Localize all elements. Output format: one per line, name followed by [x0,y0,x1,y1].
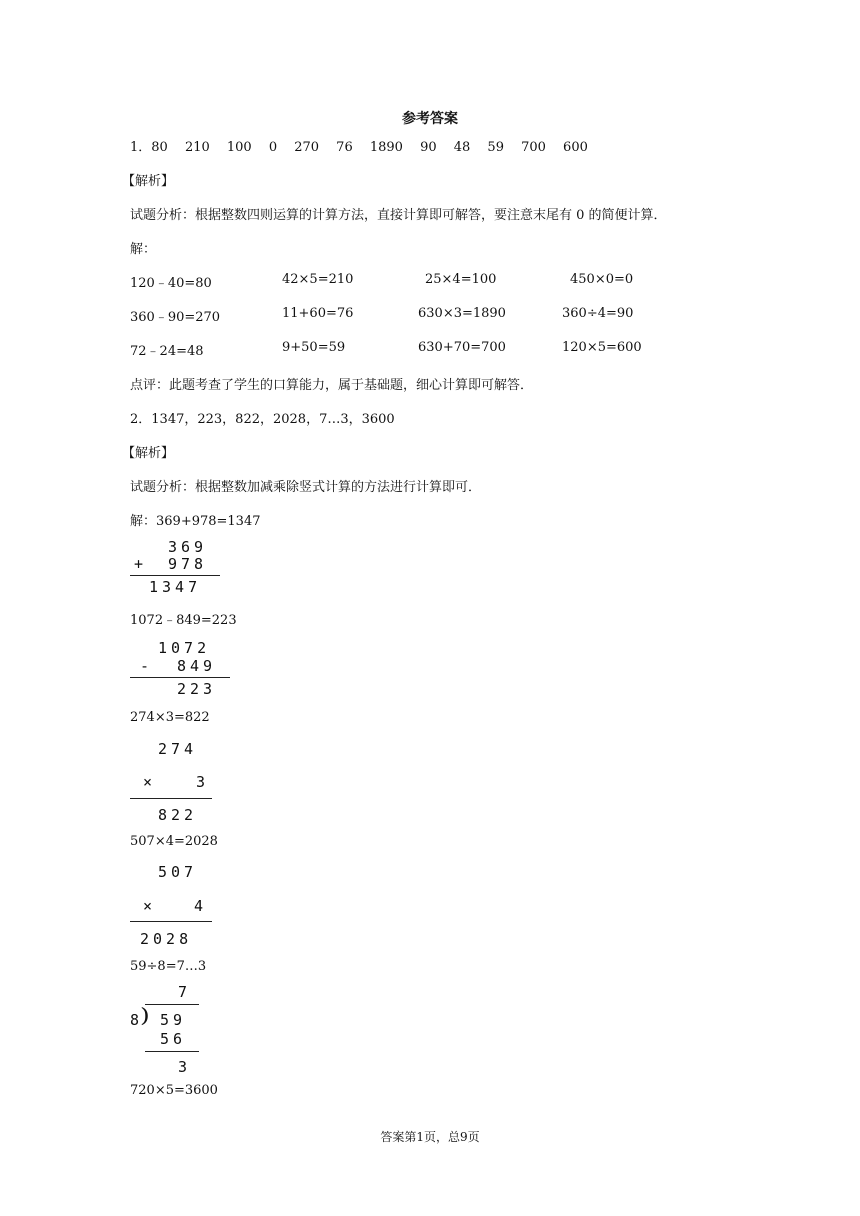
v5-divisor: 8 [130,1011,144,1029]
v3-top-operand: 274 [158,740,198,758]
q1-analysis-label: 【解析】 [122,174,175,189]
v2-operator: - [140,657,154,675]
v4-product-line [130,921,212,922]
v2-result: 223 [177,680,217,698]
q1-r3-c4: 120×5=600 [562,340,642,355]
q2-eq2: 1072﹣849=223 [130,613,237,628]
v5-subtraction-line [145,1051,199,1052]
v2-difference-line [130,677,230,678]
v4-operator: × [143,897,157,915]
q1-r1-c3: 25×4=100 [425,272,497,287]
v1-top-operand: 369 [168,538,208,556]
v4-bottom-operand: 4 [194,897,208,915]
v5-remainder: 3 [178,1058,192,1076]
q1-analysis: 试题分析：根据整数四则运算的计算方法，直接计算即可解答，要注意末尾有 0 的简便计算． [130,208,667,223]
q1-r2-c2: 11+60=76 [282,306,354,321]
q2-eq5: 59÷8=7…3 [130,959,207,974]
q1-answers: 1．80 210 100 0 270 76 1890 90 48 59 700 600 [130,140,588,155]
v3-bottom-operand: 3 [196,773,210,791]
q1-r3-c3: 630+70=700 [418,340,506,355]
v5-division-bracket: ) [140,1003,150,1027]
q2-analysis-label: 【解析】 [122,446,175,461]
v1-bottom-operand: 978 [168,555,208,573]
v1-result: 1347 [149,578,202,596]
v3-product-line [130,798,212,799]
q2-eq4: 507×4=2028 [130,834,218,849]
q1-r3-c1: 72﹣24=48 [130,344,204,359]
page-footer: 答案第1页，总9页 [380,1130,480,1144]
q2-eq1: 解：369+978=1347 [130,514,261,529]
v5-product: 56 [160,1030,187,1048]
v3-operator: × [143,773,157,791]
q1-r3-c2: 9+50=59 [282,340,346,355]
q1-r2-c1: 360﹣90=270 [130,310,221,325]
v5-dividend: 59 [160,1011,187,1029]
v1-sum-line [130,575,220,576]
v4-result: 2028 [140,930,193,948]
q1-solution-label: 解： [130,242,157,257]
q2-analysis: 试题分析：根据整数加减乘除竖式计算的方法进行计算即可． [130,480,482,495]
v1-operator: + [134,555,148,573]
q1-comment: 点评：此题考查了学生的口算能力，属于基础题，细心计算即可解答． [130,378,534,393]
v2-top-operand: 1072 [158,639,211,657]
v3-result: 822 [158,806,198,824]
q1-r1-c2: 42×5=210 [282,272,354,287]
v4-top-operand: 507 [158,863,198,881]
q1-r1-c1: 120﹣40=80 [130,276,212,291]
v5-division-bar [145,1004,199,1005]
q1-r1-c4: 450×0=0 [570,272,634,287]
v5-quotient: 7 [178,983,192,1001]
q2-answers: 2．1347，223，822，2028，7…3，3600 [130,412,395,427]
q1-r2-c3: 630×3=1890 [418,306,506,321]
q1-r2-c4: 360÷4=90 [562,306,634,321]
page-title: 参考答案 [402,111,458,127]
v2-bottom-operand: 849 [177,657,217,675]
q2-eq6: 720×5=3600 [130,1083,218,1098]
q2-eq3: 274×3=822 [130,710,210,725]
